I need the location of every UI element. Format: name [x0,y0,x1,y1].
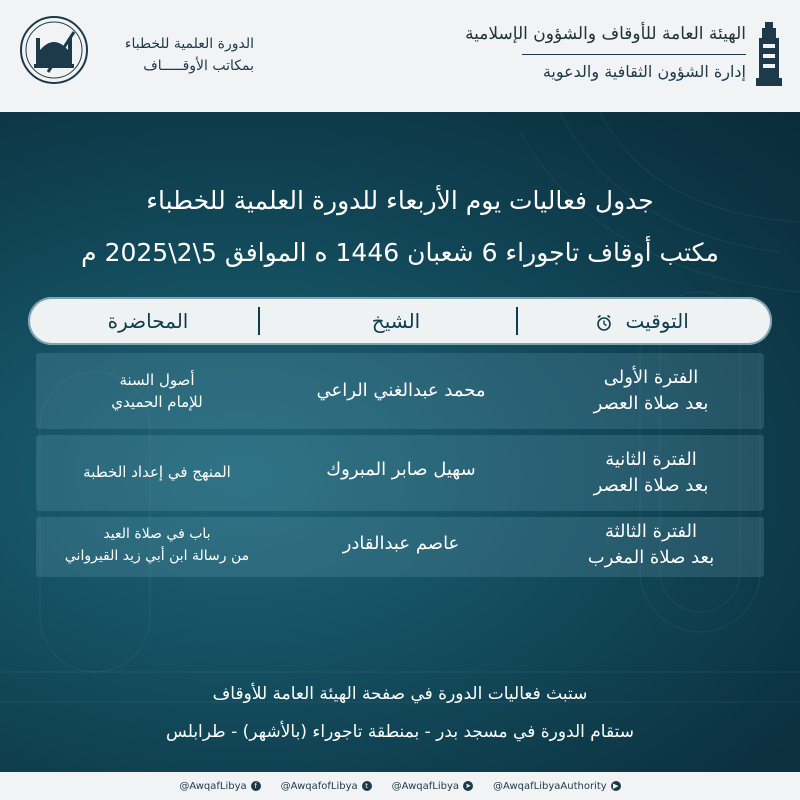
header-time-label: التوقيت [625,309,689,333]
social-link-youtube[interactable] [493,781,621,792]
row-sheikh: عاصم عبدالقادر [342,533,460,554]
row-period: الفترة الثالثة [604,521,698,542]
row-lecture-line1: المنهج في إعداد الخطبة [83,463,231,481]
row-lecture [42,369,272,413]
row-sheikh: سهيل صابر المبروك [326,459,476,480]
course-name-line2: بمكاتب الأوقـــــاف [143,58,254,74]
social-links [0,772,800,800]
twitter-icon: t [362,781,372,791]
row-lecture-line1: أصول السنة [119,371,195,389]
row-time [556,447,746,499]
header-separator [516,307,518,335]
page-title-line1: جدول فعاليات يوم الأربعاء للدورة العلمية للخطباء [146,186,654,215]
header-lecture-cell: المحاضرة [107,309,189,333]
social-handle: @AwqafLibya [391,780,460,792]
row-time [556,519,746,571]
authority-name: الهيئة العامة للأوقاف والشؤون الإسلامية [465,24,746,44]
alarm-clock-icon [595,314,613,332]
table-row [36,435,764,511]
course-name-line1: الدورة العلمية للخطباء [124,36,254,52]
row-lecture [42,461,272,483]
row-period: الفترة الأولى [603,367,699,388]
row-lecture-line1: باب في صلاة العيد [103,526,211,542]
social-handle: @AwqafLibyaAuthority [493,780,607,792]
department-name: إدارة الشؤون الثقافية والدعوية [542,62,746,81]
header-separator [258,307,260,335]
facebook-icon: f [251,781,261,791]
venue-note: ستقام الدورة في مسجد بدر - بمنطقة تاجوراء (بالأشهر) - طرابلس [166,722,634,742]
row-prayer-time: بعد صلاة المغرب [587,547,715,568]
row-lecture-line2: من رسالة ابن أبي زيد القيرواني [64,548,250,564]
row-sheikh: محمد عبدالغني الراعي [316,380,486,401]
header-time-cell [542,297,742,345]
row-lecture-line2: للإمام الحميدي [111,393,203,411]
course-logo [18,14,258,94]
authority-logo [465,14,782,94]
mosque-pen-emblem-icon [18,14,90,86]
header-divider [522,54,746,55]
table-row [36,517,764,577]
youtube-icon: ▶ [611,781,621,791]
header [0,0,800,112]
social-link-facebook[interactable] [179,781,260,792]
authority-emblem-icon [756,22,782,86]
social-handle: @AwqafLibya [179,780,247,792]
footer [0,772,800,800]
social-link-twitter[interactable] [281,781,372,792]
row-time [556,365,746,417]
telegram-icon: ➤ [463,781,473,791]
table-header [28,297,772,345]
row-prayer-time: بعد صلاة العصر [593,393,709,414]
social-handle: @AwqafofLibya [280,780,358,792]
row-period: الفترة الثانية [605,449,697,470]
social-link-telegram[interactable] [392,781,473,792]
table-row [36,353,764,429]
broadcast-note: ستبث فعاليات الدورة في صفحة الهيئة العامة للأوقاف [212,684,588,704]
row-lecture [42,523,272,567]
row-prayer-time: بعد صلاة العصر [593,475,709,496]
header-sheikh-cell: الشيخ [371,309,421,333]
page-title-line2: مكتب أوقاف تاجوراء 6 شعبان 1446 ه الموافق 5\2\2025 م [81,238,719,267]
